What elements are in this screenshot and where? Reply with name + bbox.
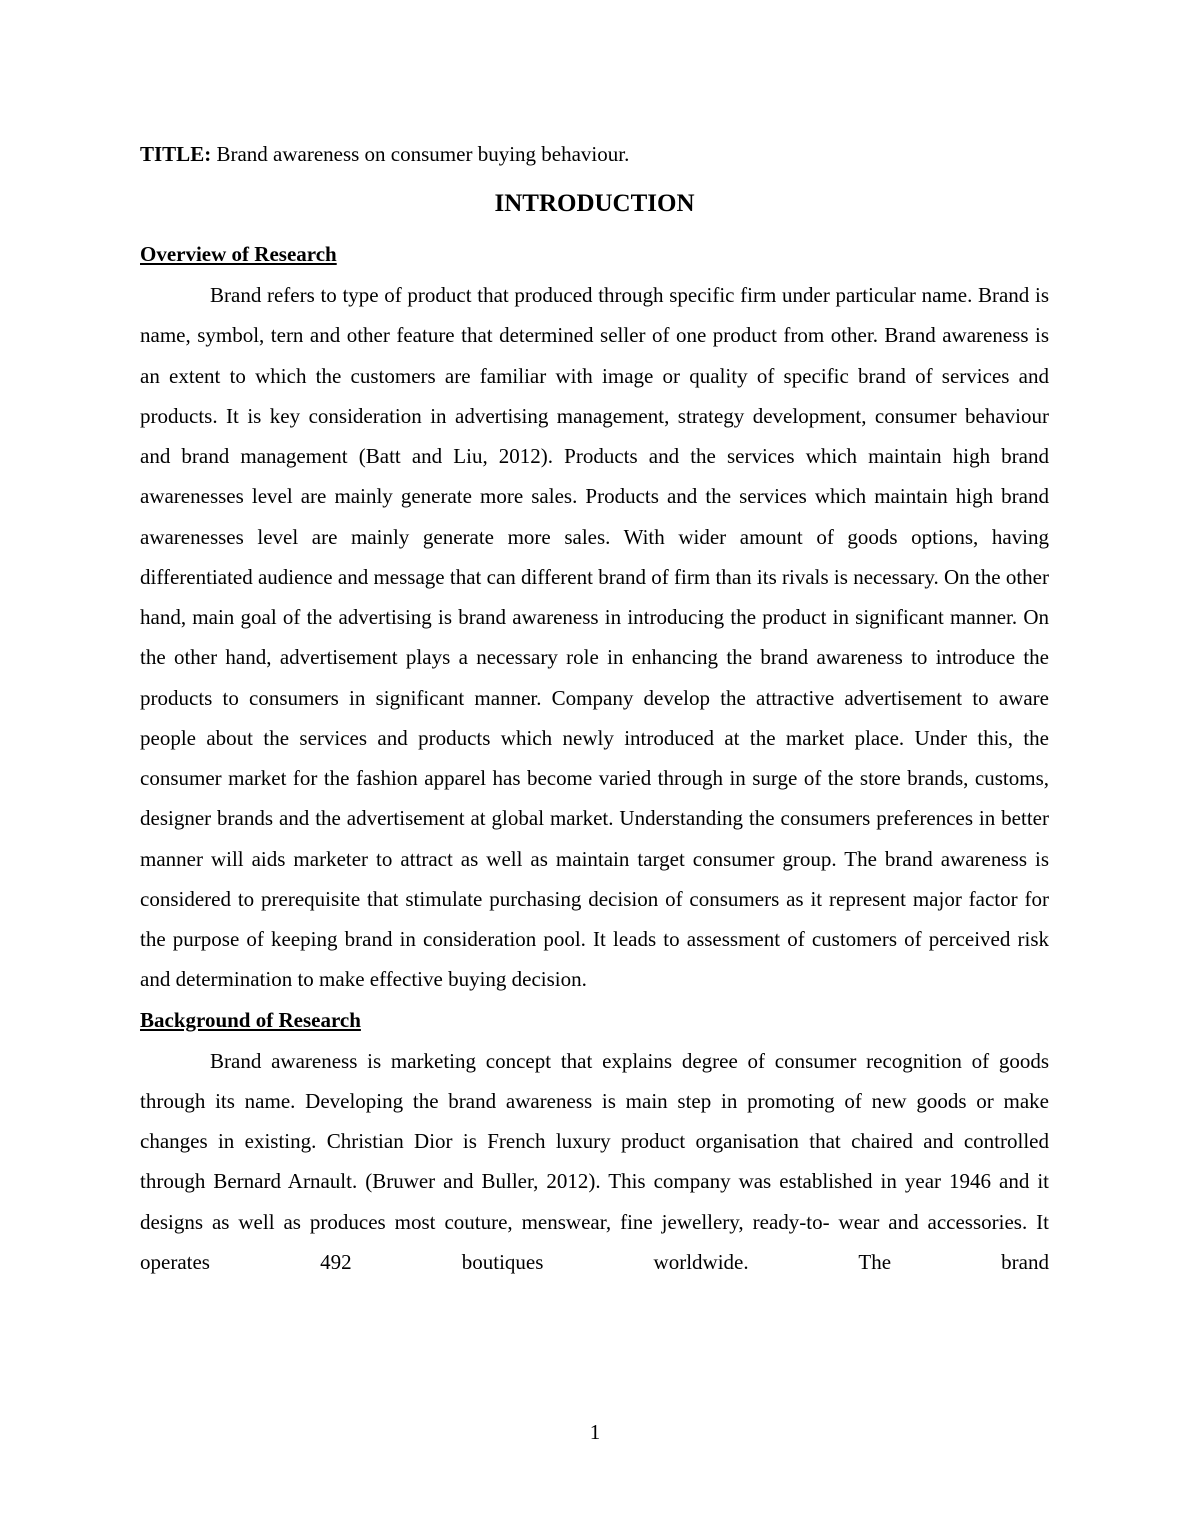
document-title	[140, 140, 1049, 168]
subheading-overview: Overview of Research	[140, 242, 337, 266]
paragraph-background: Brand awareness is marketing concept that explains degree of consumer recognition of goods through its name. Developing the brand awareness is main step in promoting of new goods or make changes in existing. Christian Dior is French luxury product organisation that chaired and controlled through Bernard Arnault. (Bruwer and Buller, 2012). This company was established in year 1946 and it designs as well as produces most couture, menswear, fine jewellery, ready-to- wear and accessories. It operates 492 boutiques worldwide. The brand	[140, 1048, 1049, 1274]
section-heading-introduction: INTRODUCTION	[494, 190, 695, 217]
title-label: TITLE:	[140, 142, 212, 166]
section-background	[140, 1006, 1049, 1283]
paragraph-overview: Brand refers to type of product that produced through specific firm under particular name. Brand is name, symbol, tern and other feature that determined seller of one product from other. Brand awareness is an extent to which the customers are familiar with image or quality of specific brand of services and products. It is key consideration in advertising management, strategy development, consumer behaviour and brand management (Batt and Liu, 2012). Products and the services which maintain high brand awarenesses level are mainly generate more sales. Products and the services which maintain high brand awarenesses level are mainly generate more sales. With wider amount of goods options, having differentiated audience and message that can different brand of firm than its rivals is necessary. On the other hand, main goal of the advertising is brand awareness in introducing the product in significant manner. On the other hand, advertisement plays a necessary role in enhancing the brand awareness to introduce the products to consumers in significant manner. Company develop the attractive advertisement to aware people about the services and products which newly introduced at the market place. Under this, the consumer market for the fashion apparel has become varied through in surge of the store brands, customs, designer brands and the advertisement at global market. Understanding the consumers preferences in better manner will aids marketer to attract as well as maintain target consumer group. The brand awareness is considered to prerequisite that stimulate purchasing decision of consumers as it represent major factor for the purpose of keeping brand in consideration pool. It leads to assessment of customers of perceived risk and determination to make effective buying decision.	[140, 283, 1049, 992]
page-number: 1	[589, 1420, 601, 1444]
title-text: Brand awareness on consumer buying behaviour.	[211, 142, 630, 166]
subheading-background: Background of Research	[140, 1007, 361, 1032]
section-overview	[140, 240, 1049, 1000]
page-content	[140, 140, 1049, 1288]
